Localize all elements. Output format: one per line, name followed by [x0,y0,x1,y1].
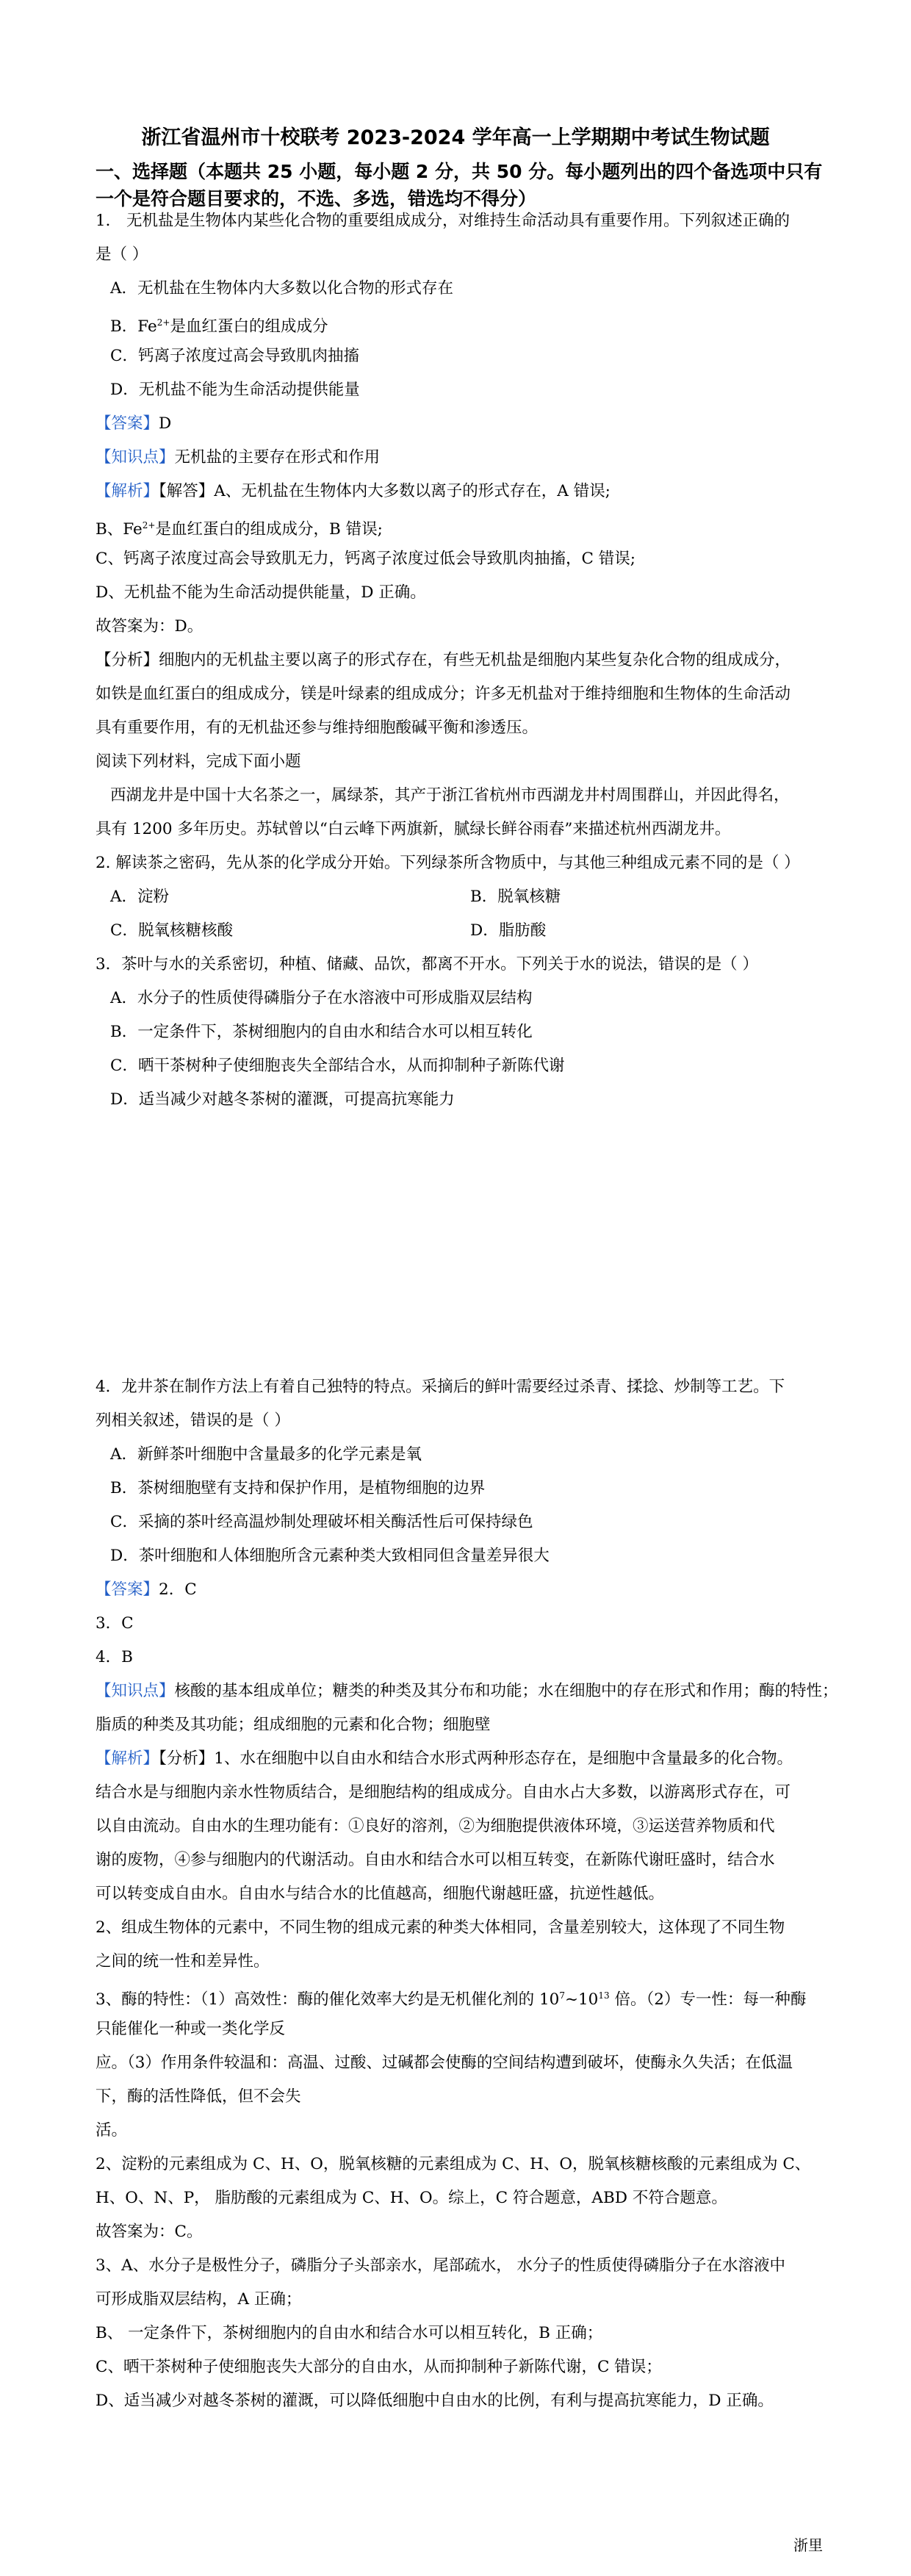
answer-q4: 4．B [96,1648,133,1666]
q1-option-c: C．钙离子浓度过高会导致肌肉抽搐 [110,347,359,365]
q2-option-b: B．脱氧核糖 [470,888,561,906]
q1-option-a: A．无机盐在生物体内大多数以化合物的形式存在 [110,279,454,298]
q1-fenxi-line1: 【分析】细胞内的无机盐主要以离子的形式存在，有些无机盐是细胞内某些复杂化合物的组成成分， [96,651,791,669]
q4-stem-line1: 4．龙井茶在制作方法上有着自己独特的特点。采摘后的鲜叶需要经过杀青、揉捻、炒制等工艺。下 [96,1378,785,1396]
enzyme-pre: 3、酶的特性：（1）高效性：酶的催化效率大约是无机催化剂的 10 [96,1990,560,2009]
q2-option-d: D．脂肪酸 [470,921,547,940]
answers-tag: 【答案】 [96,1580,159,1599]
q3-option-b: B．一定条件下，茶树细胞内的自由水和结合水可以相互转化 [110,1023,533,1041]
q1-fenxi-line2: 如铁是血红蛋白的组成成分，镁是叶绿素的组成成分；许多无机盐对于维持细胞和生物体的生命活动 [96,685,791,703]
answer-q2: 2．C [159,1580,197,1599]
q1-option-d: D．无机盐不能为生命活动提供能量 [110,381,360,399]
answers-q2 [96,1579,197,1601]
analysis2-tail-8: 3、A、水分子是极性分子，磷脂分子头部亲水，尾部疏水， 水分子的性质使得磷脂分子在水溶液中 [96,2256,786,2275]
q1-option-b [110,312,328,338]
q1-answer [96,413,171,435]
enzyme-sup2: 13 [598,1990,610,2001]
analysis2-tail-12: D、适当减少对越冬茶树的灌溉，可以降低细胞中自由水的比例，有利与提高抗寒能力，D 正确。 [96,2392,774,2410]
q1-knowledge-point [96,447,380,469]
q3-option-d: D．适当减少对越冬茶树的灌溉，可提高抗寒能力 [110,1090,455,1109]
analysis2-tail-2: 应。（3）作用条件较温和：高温、过酸、过碱都会使酶的空间结构遭到破坏，使酶永久失活；在低温 [96,2054,793,2072]
answer-q3: 3．C [96,1614,134,1633]
reading-intro: 阅读下列材料，完成下面小题 [96,752,301,771]
kp2-line1 [96,1680,838,1702]
answer-tag: 【答案】 [96,414,159,433]
q1-analysis-c: C、钙离子浓度过高会导致肌无力，钙离子浓度过低会导致肌肉抽搐，C 错误; [96,550,635,568]
q2-option-a: A．淀粉 [110,888,170,906]
analysis2-line2: 结合水是与细胞内亲水性物质结合，是细胞结构的组成成分。自由水占大多数，以游离形式存在，可 [96,1783,791,1802]
q1-option-b-post: 是血红蛋白的组成成分 [170,317,328,336]
analysis2-tail-11: C、晒干茶树种子使细胞丧失大部分的自由水，从而抑制种子新陈代谢，C 错误； [96,2358,662,2376]
analysis2-line7: 之间的统一性和差异性。 [96,1952,270,1971]
reading-line1: 西湖龙井是中国十大名茶之一，属绿茶，其产于浙江省杭州市西湖龙井村周围群山，并因此得名， [110,786,790,805]
q4-option-b: B．茶树细胞壁有支持和保护作用，是植物细胞的边界 [110,1479,486,1497]
analysis2-tag: 【解析】 [96,1749,159,1768]
q1-stem-line1: 1． 无机盐是生物体内某些化合物的重要组成成分，对维持生命活动具有重要作用。下列叙述正确的 [96,212,791,230]
reading-line2: 具有 1200 多年历史。苏轼曾以“白云峰下两旗新，腻绿长鲜谷雨春”来描述杭州西湖龙井。 [96,820,731,838]
analysis2-tail-9: 可形成脂双层结构，A 正确； [96,2290,302,2309]
analysis2-text: 【分析】1、水在细胞中以自由水和结合水形式两种形态存在，是细胞中含量最多的化合物。 [159,1749,793,1768]
analysis2-tail-10: B、 一定条件下，茶树细胞内的自由水和结合水可以相互转化，B 正确； [96,2324,603,2342]
kp2-tag: 【知识点】 [96,1682,175,1700]
analysis2-tail-5: 2、淀粉的元素组成为 C、H、O，脱氧核糖的元素组成为 C、H、O，脱氧核糖核酸的元素组成为 C、 [96,2155,811,2173]
knowledge-tag: 【知识点】 [96,448,175,467]
q4-option-d: D．茶叶细胞和人体细胞所含元素种类大致相同但含量差异很大 [110,1547,550,1565]
page-title: 浙江省温州市十校联考 2023-2024 学年高一上学期期中考试生物试题 [141,126,770,149]
kp2-text: 核酸的基本组成单位；糖类的种类及其分布和功能；水在细胞中的存在形式和作用；酶的特性； [174,1682,838,1700]
q2-option-c: C．脱氧核糖核酸 [110,921,233,940]
analysis2-line4: 谢的废物，④参与细胞内的代谢活动。自由水和结合水可以相互转变，在新陈代谢旺盛时，结合水 [96,1851,775,1869]
answer-value: D [159,414,172,433]
enzyme-mid: ~10 [564,1990,599,2009]
q3-option-c: C．晒干茶树种子使细胞丧失全部结合水，从而抑制种子新陈代谢 [110,1057,565,1075]
analysis2-line1 [96,1748,793,1770]
q4-stem-line2: 列相关叙述，错误的是（ ） [96,1411,290,1430]
q1-option-b-sup: 2+ [156,317,170,328]
q3-option-a: A．水分子的性质使得磷脂分子在水溶液中可形成脂双层结构 [110,989,533,1007]
analysis-b-pre: B、Fe [96,520,143,539]
analysis-tag: 【解析】 [96,482,159,500]
q3-stem: 3．茶叶与水的关系密切，种植、储藏、品饮，都离不开水。下列关于水的说法，错误的是（ ） [96,955,759,974]
q1-fenxi-line3: 具有重要作用，有的无机盐还参与维持细胞酸碱平衡和渗透压。 [96,719,539,737]
analysis-text: 【解答】A、无机盐在生物体内大多数以离子的形式存在，A 错误; [159,482,611,500]
analysis2-line3: 以自由流动。自由水的生理功能有：①良好的溶剂，②为细胞提供液体环境，③运送营养物质和代 [96,1817,775,1835]
analysis-b-post: 是血红蛋白的组成成分，B 错误; [155,520,383,539]
analysis2-tail-1: 只能催化一种或一类化学反 [96,2020,286,2038]
analysis2-tail-6: H、O、N、P， 脂肪酸的元素组成为 C、H、O。综上，C 符合题意，ABD 不符合题意。 [96,2189,727,2207]
q2-stem: 2. 解读茶之密码，先从茶的化学成分开始。下列绿茶所含物质中，与其他三种组成元素不同的是（ ） [96,854,800,872]
q1-analysis-d: D、无机盐不能为生命活动提供能量，D 正确。 [96,583,426,602]
q1-stem-line2: 是（ ） [96,245,148,264]
knowledge-text: 无机盐的主要存在形式和作用 [174,448,381,467]
q1-conclusion: 故答案为：D。 [96,617,204,636]
analysis2-tail-3: 下，酶的活性降低，但不会失 [96,2087,301,2106]
page-footer: 浙里 [793,2536,823,2554]
q1-analysis-b [96,514,383,541]
enzyme-post: 倍。（2）专一性：每一种酶 [609,1990,807,2009]
analysis2-tail-4: 活。 [96,2121,128,2140]
q1-analysis-line1 [96,481,611,503]
analysis2-enzyme-line [96,1985,806,2011]
enzyme-sup1: 7 [559,1990,565,2001]
analysis-b-sup: 2+ [142,520,156,530]
q4-option-a: A．新鲜茶叶细胞中含量最多的化学元素是氧 [110,1445,422,1464]
analysis2-tail-7: 故答案为：C。 [96,2223,203,2241]
q4-option-c: C．采摘的茶叶经高温炒制处理破坏相关酶活性后可保持绿色 [110,1513,533,1531]
kp2-line2: 脂质的种类及其功能；组成细胞的元素和化合物；细胞壁 [96,1716,491,1734]
q1-option-b-pre: B．Fe [110,317,157,336]
analysis2-line5: 可以转变成自由水。自由水与结合水的比值越高，细胞代谢越旺盛，抗逆性越低。 [96,1885,665,1903]
section-heading: 一、选择题（本题共 25 小题，每小题 2 分，共 50 分。每小题列出的四个备选项中只有一个是符合题目要求的，不选、多选，错选均不得分） [96,161,823,209]
analysis2-line6: 2、组成生物体的元素中，不同生物的组成元素的种类大体相同，含量差别较大，这体现了不同生物 [96,1918,785,1937]
